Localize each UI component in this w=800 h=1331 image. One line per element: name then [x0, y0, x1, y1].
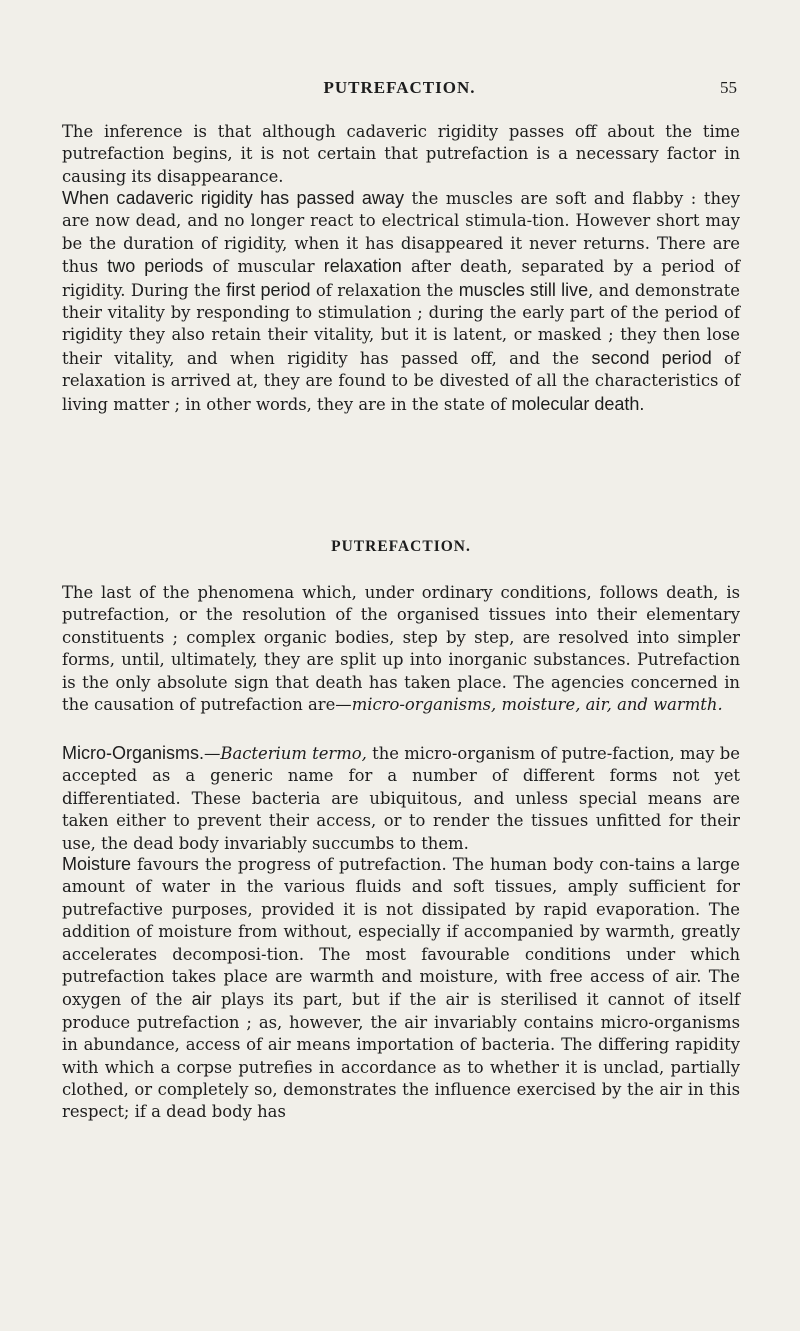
- text-run: after death, separated by a period of rigidity. During the: [62, 257, 740, 300]
- bold-phrase: molecular death.: [511, 393, 645, 414]
- paragraph-body: [62, 187, 740, 416]
- text-run: , and demonstrate their vitality by responding to stimulation ; during the early part of the period of rigidity they also retain their vitality, but it is latent, or masked ; they then lose their vitality, and when rigidity has passed off, and the: [62, 280, 740, 368]
- bold-phrase: second period: [591, 347, 712, 368]
- bold-phrase: muscles still live: [458, 279, 589, 300]
- text-run: of relaxation is arrived at, they are found to be divested of all the characteristics of living matter ; in other words, they are in the state of: [62, 348, 740, 414]
- bold-phrase: Moisture: [62, 854, 132, 874]
- paragraph-putrefaction-intro: [62, 582, 740, 716]
- text-run: the micro-organism of putre-faction, may be accepted as a generic name for a number of different forms not yet differentiated. These bacteria are ubiquitous, and unless special means are taken either to prevent their access, or to render the tissues unfitted for their use, the dead body invariably succumbs to them.: [62, 744, 740, 853]
- paragraph-body: [62, 853, 740, 1124]
- italic-phrase: micro-organisms, moisture, air, and warmth.: [351, 695, 723, 715]
- bold-phrase: air: [191, 989, 212, 1010]
- text-run: The last of the phenomena which, under ordinary conditions, follows death, is putrefaction, or the resolution of the organised tissues into their elementary constituents ; complex organic bodies, step by step, are resolved into simpler forms, until, ultimately, they are split up into inorganic substances. Putrefaction is the only absolute sign that death has taken place. The agencies concerned in the causation of putrefaction are—: [62, 583, 740, 715]
- text-run: of relaxation the: [310, 280, 459, 300]
- italic-phrase: Bacterium termo,: [220, 744, 367, 763]
- running-header: [62, 78, 737, 100]
- running-title: PUTREFACTION.: [323, 78, 476, 97]
- paragraph-moisture: [62, 853, 740, 1124]
- paragraph-rigidity-passed: [62, 187, 740, 416]
- paragraph-body: [62, 742, 740, 855]
- page-number: 55: [720, 78, 737, 97]
- text-run: plays its part, but if the air is sterilised it cannot of itself produce putrefaction ; as, however, the air invariably contains micro-organisms in abundance, access of air means importation of bacteria. The differing rapidity with which a corpse putrefies in accordance as to whether it is unclad, partially clothed, or completely so, demonstrates the influence exercised by the air in this respect; if a dead body has: [62, 990, 741, 1122]
- paragraph-inference: [62, 121, 740, 188]
- bold-phrase: Micro-Organisms.: [62, 743, 205, 763]
- section-heading: PUTREFACTION.: [331, 538, 471, 555]
- text-run: —: [204, 744, 221, 763]
- text-run: favours the progress of putrefaction. The human body con-tains a large amount of water in the various fluids and soft tissues, amply sufficient for putrefactive purposes, provided it is not dissipated by rapid evaporation. The addition of moisture from without, especially if accompanied by warmth, greatly accelerates decomposi-tion. The most favourable conditions under which putrefaction takes place are warmth and moisture, with free access of air. The oxygen of the: [62, 855, 740, 1010]
- bold-phrase: first period: [226, 279, 311, 300]
- bold-phrase: two periods: [107, 256, 204, 277]
- bold-phrase: relaxation: [323, 256, 402, 277]
- paragraph-text: The inference is that although cadaveric rigidity passes off about the time putrefaction begins, it is not certain that putrefaction is a necessary factor in causing its disappearance.: [62, 122, 740, 186]
- text-run: of muscular: [203, 257, 324, 277]
- paragraph-micro-organisms: [62, 742, 740, 855]
- paragraph-body: [62, 582, 740, 716]
- bold-phrase: When cadaveric rigidity has passed away: [62, 188, 404, 208]
- text-run: the muscles are soft and flabby : they are now dead, and no longer react to electrical stimula-tion. However short may be the duration of rigidity, when it has disappeared it never returns. There are thus: [62, 189, 740, 277]
